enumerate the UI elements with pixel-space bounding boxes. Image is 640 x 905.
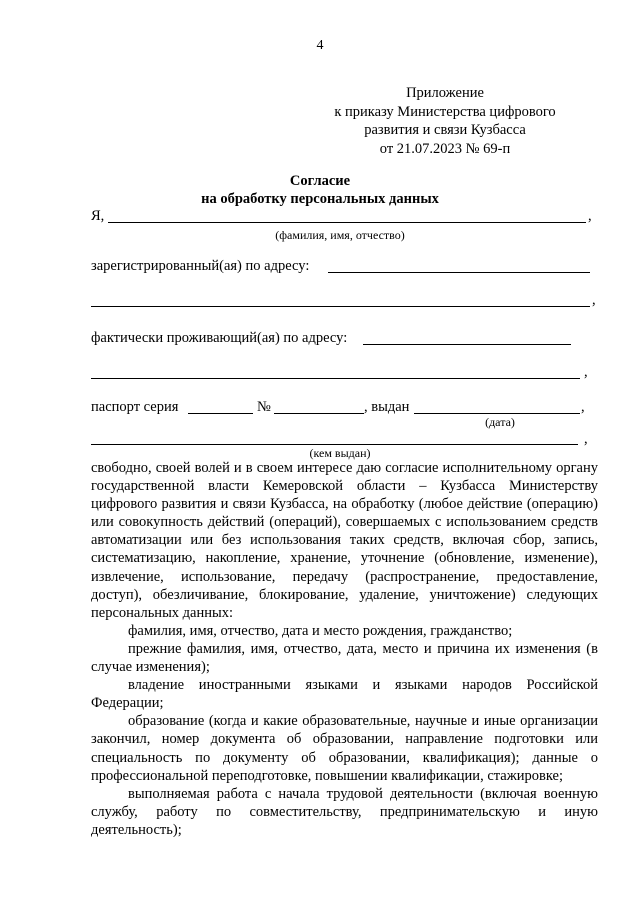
- issued-by-line: [91, 444, 578, 445]
- consent-item: прежние фамилия, имя, отчество, дата, место и причина их изменения (в случае изменения);: [91, 640, 598, 676]
- appendix-line-2: к приказу Министерства цифрового: [334, 103, 556, 120]
- title-line-2: на обработку персональных данных: [201, 191, 439, 207]
- fio-line: [108, 222, 586, 223]
- consent-item: фамилия, имя, отчество, дата и место рождения, гражданство;: [128, 622, 513, 639]
- registered-address-comma: ,: [592, 292, 596, 308]
- passport-number-line: [274, 413, 364, 414]
- actual-address-line-1: [363, 344, 571, 345]
- registered-address-label: зарегистрированный(ая) по адресу:: [91, 258, 310, 274]
- i-label: Я,: [91, 208, 105, 224]
- registered-address-line-1: [328, 272, 590, 273]
- registered-address-line-2: [91, 306, 590, 307]
- consent-item: выполняемая работа с начала трудовой деятельности (включая военную службу, работу по совместительству, предпринимательскую и иную деятельность);: [91, 785, 598, 838]
- passport-date-comma: ,: [581, 399, 585, 415]
- date-hint: (дата): [485, 415, 515, 429]
- appendix-line-1: Приложение: [406, 85, 484, 101]
- issued-by-hint: (кем выдан): [309, 446, 371, 460]
- consent-paragraph: свободно, своей волей и в своем интересе даю согласие исполнительному органу государственной власти Кемеровской области – Кузбасса Министерству цифрового развития и связи Кузбасса, на обработку (любое действие (операцию) или совокупность действий (операций), совершаемых с использованием средств автоматизации или без использования таких средств, включая сбор, запись, систематизацию, накопление, хранение, уточнение (обновление, изменение), извлечение, использование, передачу (распространение, предоставление, доступ), обезличивание, блокирование, удаление, уничтожение) следующих персональных данных:: [91, 460, 598, 621]
- actual-address-line-2: [91, 378, 580, 379]
- actual-address-label: фактически проживающий(ая) по адресу:: [91, 330, 348, 346]
- page-number: 4: [316, 38, 324, 53]
- passport-date-line: [414, 413, 580, 414]
- document-title: [0, 172, 640, 208]
- passport-issued-label: , выдан: [364, 399, 410, 415]
- consent-item: образование (когда и какие образовательные, научные и иные организации закончил, номер документа об образовании, направление подготовки или специальность по документу об образовании, квалификация); данные о профессиональной переподготовке, повышении квалификации, стажировке;: [91, 713, 598, 784]
- fio-comma: ,: [588, 208, 592, 224]
- appendix-line-4: от 21.07.2023 № 69-п: [379, 140, 511, 157]
- actual-address-comma: ,: [584, 364, 588, 380]
- fio-hint: (фамилия, имя, отчество): [275, 228, 405, 242]
- issued-by-comma: ,: [584, 431, 588, 447]
- passport-series-label: паспорт серия: [91, 399, 179, 415]
- passport-number-label: №: [257, 399, 271, 415]
- title-line-1: Согласие: [289, 173, 351, 189]
- consent-item: владение иностранными языками и языками народов Российской Федерации;: [91, 677, 598, 712]
- consent-body: [91, 459, 598, 839]
- passport-series-line: [188, 413, 253, 414]
- appendix-line-3: развития и связи Кузбасса: [364, 122, 526, 138]
- appendix-header: [300, 84, 590, 158]
